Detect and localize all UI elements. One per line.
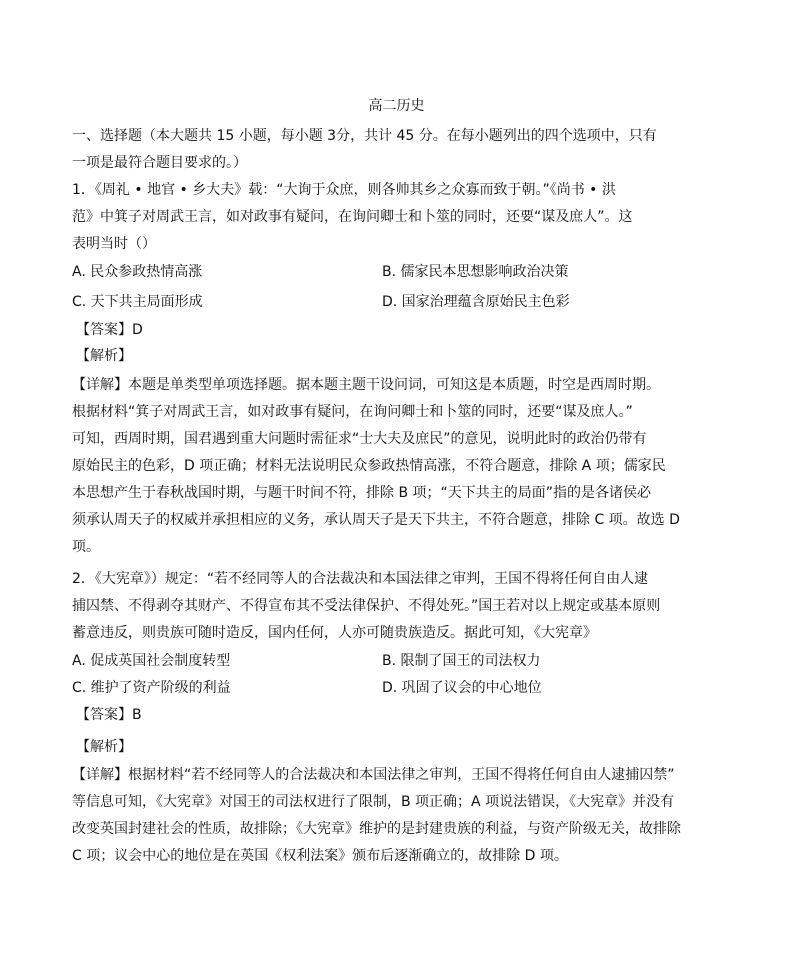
q2-stem-line-2: 捕囚禁、不得剥夺其财产、不得宣布其不受法律保护、不得处死。”国王若对以上规定或基本原则 [72, 598, 661, 614]
page-title: 高二历史 [368, 98, 425, 114]
q1-stem-line-1: 1．《周礼 • 地官 • 乡大夫》载：“大询于众庶，则各帅其乡之众寡而致于朝。”《尚书 • 洪 [72, 182, 616, 198]
q1-answer: 【答案】D [76, 322, 143, 338]
q1-stem-line-3: 表明当时（） [72, 236, 156, 252]
q2-stem-line-1: 2．《大宪章》）规定：“若不经同等人的合法裁决和本国法律之审判，王国不得将任何自由人逮 [72, 571, 649, 587]
q2-detail-line-3: 改变英国封建社会的性质，故排除；《大宪章》维护的是封建贵族的利益，与资产阶级无关，故排除 [72, 821, 681, 837]
q2-option-c: C. 维护了资产阶级的利益 [72, 680, 231, 696]
q1-stem-line-2: 范》中箕子对周武王言，如对政事有疑问，在询问卿士和卜筮的同时，还要“谋及庶人”。这 [72, 209, 633, 225]
q2-option-d: D. 巩固了议会的中心地位 [382, 680, 542, 696]
section-heading-line-1: 一、选择题（本大题共 15 小题，每小题 3分，共计 45 分。在每小题列出的四个选项中，只有 [72, 128, 657, 144]
q1-detail-line-1: 【详解】本题是单类型单项选择题。据本题主题干设问词，可知这是本质题，时空是西周时期。 [72, 377, 660, 393]
q1-analysis-label: 【解析】 [76, 348, 132, 364]
q1-detail-line-3: 可知，西周时期，国君遇到重大问题时需征求“士大夫及庶民”的意见，说明此时的政治仍带有 [72, 431, 647, 447]
q1-detail-line-5: 本思想产生于春秋战国时期，与题干时间不符，排除 B 项；“天下共主的局面”指的是各诸侯必 [72, 485, 652, 501]
q1-option-c: C. 天下共主局面形成 [72, 294, 203, 310]
q1-detail-line-2: 根据材料“箕子对周武王言，如对政事有疑问，在询问卿士和卜筮的同时，还要“谋及庶人。” [72, 404, 633, 420]
q2-detail-line-4: C 项；议会中心的地位是在英国《权利法案》颁布后逐渐确立的，故排除 D 项。 [72, 848, 568, 864]
q1-detail-line-7: 项。 [72, 539, 100, 555]
q2-option-b: B. 限制了国王的司法权力 [382, 653, 541, 669]
q2-detail-line-1: 【详解】根据材料“若不经同等人的合法裁决和本国法律之审判，王国不得将任何自由人逮捕囚禁” [72, 767, 675, 783]
q1-detail-line-4: 原始民主的色彩，D 项正确；材料无法说明民众参政热情高涨，不符合题意，排除 A 项；儒家民 [72, 458, 666, 474]
q1-detail-line-6: 须承认周天子的权威并承担相应的义务，承认周天子是天下共主，不符合题意，排除 C 项。故选 D [72, 512, 680, 528]
q2-analysis-label: 【解析】 [76, 739, 132, 755]
q1-option-d: D. 国家治理蕴含原始民主色彩 [382, 294, 570, 310]
q2-detail-line-2: 等信息可知，《大宪章》对国王的司法权进行了限制，B 项正确；A 项说法错误，《大宪章》并没有 [72, 794, 675, 810]
q1-option-b: B. 儒家民本思想影响政治决策 [382, 264, 569, 280]
q1-option-a: A. 民众参政热情高涨 [72, 264, 203, 280]
section-heading-line-2: 一项是最符合题目要求的。） [72, 155, 247, 171]
q2-option-a: A. 促成英国社会制度转型 [72, 653, 231, 669]
q2-stem-line-3: 蓄意违反，则贵族可随时造反，国内任何，人亦可随贵族造反。据此可知，《大宪章》 [72, 625, 597, 641]
q2-answer: 【答案】B [76, 707, 142, 723]
